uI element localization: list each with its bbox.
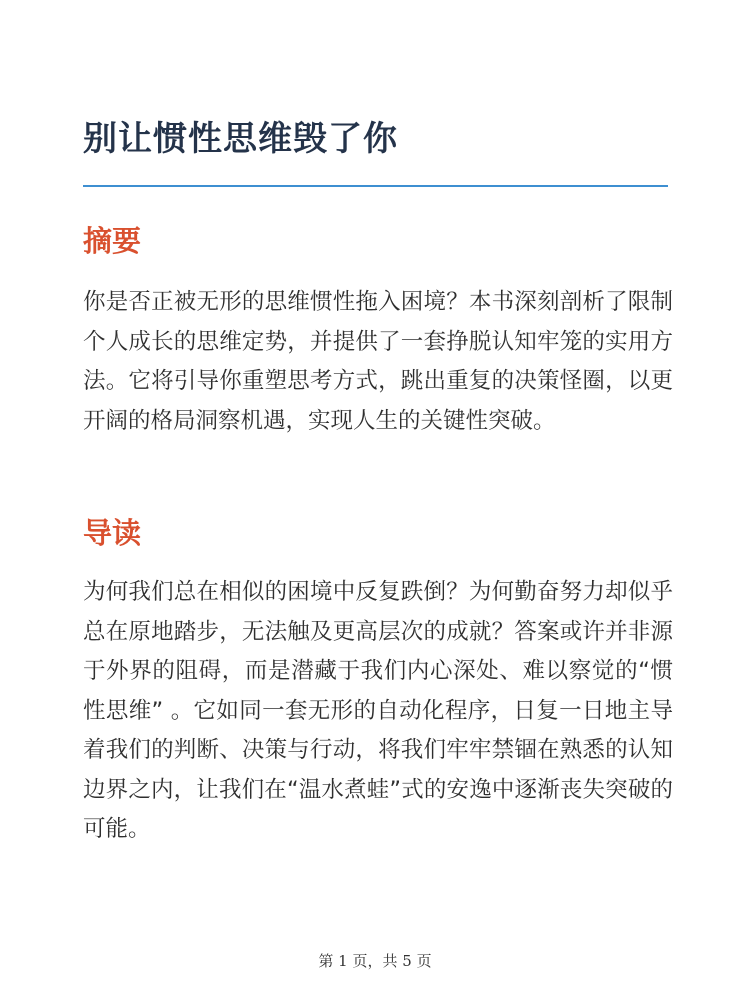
intro-heading: 导读 [83,516,142,550]
page-title: 别让惯性思维毁了你 [83,119,398,159]
abstract-paragraph: 你是否正被无形的思维惯性拖入困境？本书深刻剖析了限制个人成长的思维定势，并提供了一套挣脱认知牢笼的实用方法。它将引导你重塑思考方式，跳出重复的决策怪圈，以更开阔的格局洞察机遇，实现人生的关键性突破。 [83,289,673,434]
page-number-footer: 第 1 页，共 5 页 [318,952,432,970]
abstract-heading: 摘要 [83,224,142,258]
title-divider [83,185,668,187]
intro-paragraph: 为何我们总在相似的困境中反复跌倒？为何勤奋努力却似乎总在原地踏步，无法触及更高层次的成就？答案或许并非源于外界的阻碍，而是潜藏于我们内心深处、难以察觉的“惯性思维” 。它如同一套无形的自动化程序，日复一日地主导着我们的判断、决策与行动，将我们牢牢禁锢在熟悉的认知边界之内，让我们在“温水煮蛙”式的安逸中逐渐丧失突破的可能。 [83,579,673,842]
